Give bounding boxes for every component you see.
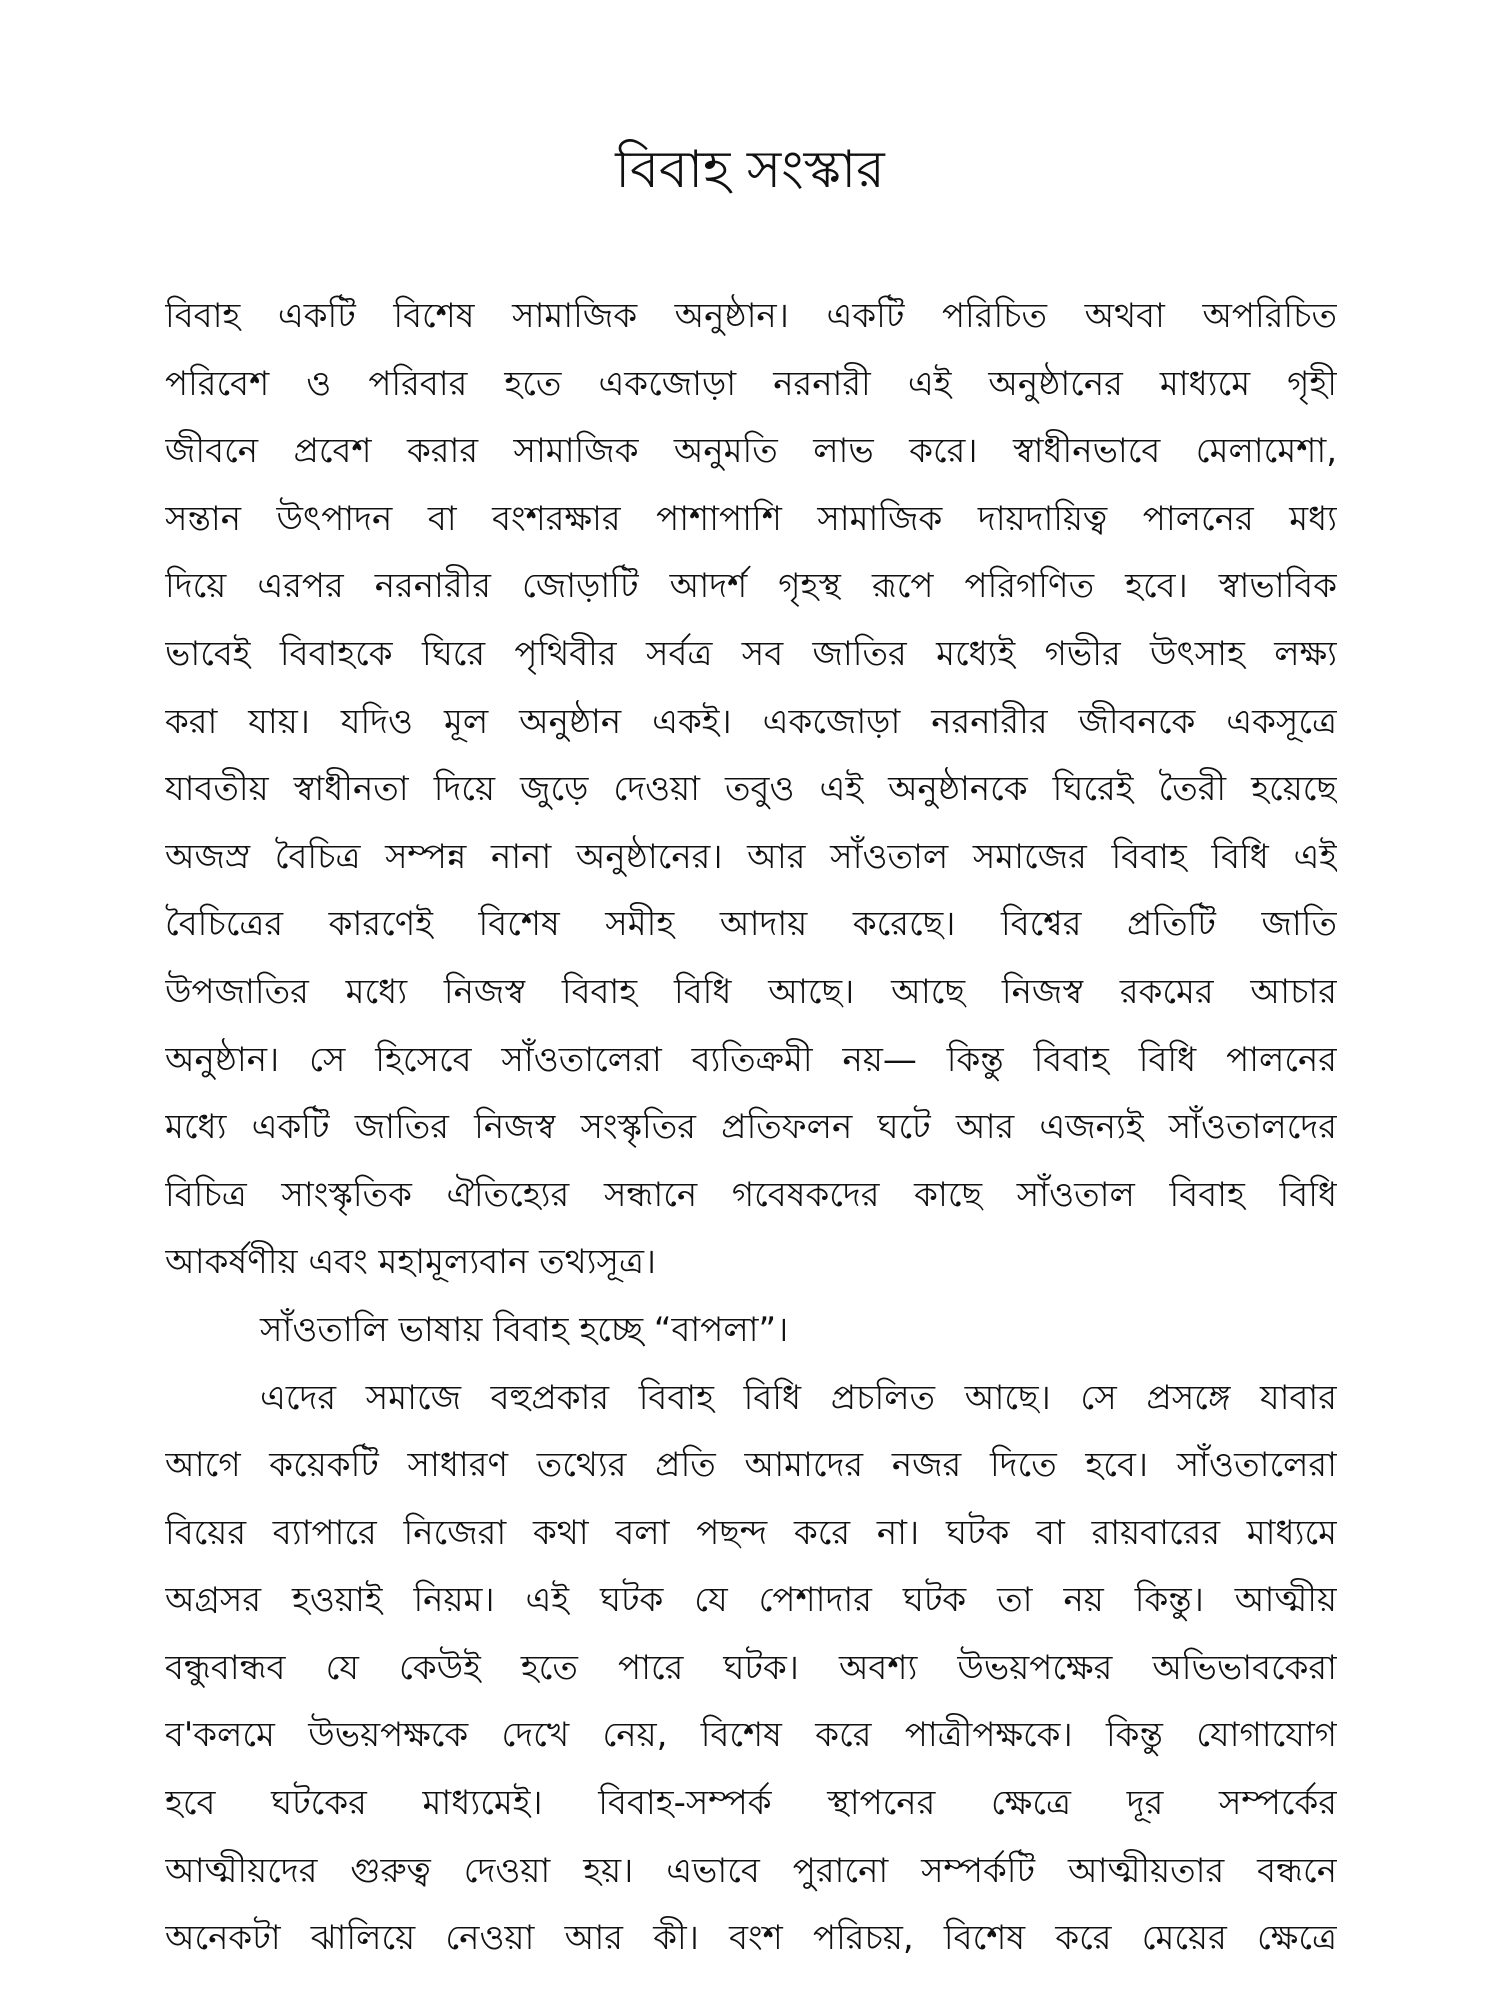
text-line: উপজাতির মধ্যে নিজস্ব বিবাহ বিধি আছে। আছে নিজস্ব রকমের আচার (165, 971, 1337, 1012)
text-line: ভাবেই বিবাহকে ঘিরে পৃথিবীর সর্বত্র সব জাতির মধ্যেই গভীর উৎসাহ লক্ষ্য (165, 633, 1337, 674)
text-line: বিবাহ একটি বিশেষ সামাজিক অনুষ্ঠান। একটি পরিচিত অথবা অপরিচিত (165, 296, 1337, 336)
text-line: করা যায়। যদিও মূল অনুষ্ঠান একই। একজোড়া নরনারীর জীবনকে একসূত্রে (165, 701, 1337, 742)
body-text (165, 283, 1337, 1973)
text-line: অজস্র বৈচিত্র সম্পন্ন নানা অনুষ্ঠানের। আর সাঁওতাল সমাজের বিবাহ বিধি এই (165, 836, 1337, 877)
text-line: আকর্ষণীয় এবং মহামূল্যবান তথ্যসূত্র। (165, 1242, 657, 1283)
text-line: সন্তান উৎপাদন বা বংশরক্ষার পাশাপাশি সামাজিক দায়দায়িত্ব পালনের মধ্য (165, 498, 1337, 539)
text-line: অনেকটা ঝালিয়ে নেওয়া আর কী। বংশ পরিচয়, বিশেষ করে মেয়ের ক্ষেত্রে (165, 1918, 1337, 1959)
text-line: পরিবেশ ও পরিবার হতে একজোড়া নরনারী এই অনুষ্ঠানের মাধ্যমে গৃহী (165, 363, 1337, 404)
page-title: বিবাহ সংস্কার (615, 140, 885, 200)
text-line: আগে কয়েকটি সাধারণ তথ্যের প্রতি আমাদের নজর দিতে হবে। সাঁওতালেরা (165, 1445, 1337, 1486)
text-line: জীবনে প্রবেশ করার সামাজিক অনুমতি লাভ করে। স্বাধীনভাবে মেলামেশা, (165, 431, 1337, 472)
text-line: ব'কলমে উভয়পক্ষকে দেখে নেয়, বিশেষ করে পাত্রীপক্ষকে। কিন্তু যোগাযোগ (165, 1715, 1337, 1756)
text-line: দিয়ে এরপর নরনারীর জোড়াটি আদর্শ গৃহস্থ রূপে পরিগণিত হবে। স্বাভাবিক (165, 566, 1337, 607)
text-line: বিয়ের ব্যাপারে নিজেরা কথা বলা পছন্দ করে না। ঘটক বা রায়বারের মাধ্যমে (165, 1512, 1337, 1553)
text-line: অগ্রসর হওয়াই নিয়ম। এই ঘটক যে পেশাদার ঘটক তা নয় কিন্তু। আত্মীয় (165, 1580, 1337, 1621)
text-line: অনুষ্ঠান। সে হিসেবে সাঁওতালেরা ব্যতিক্রমী নয়— কিন্তু বিবাহ বিধি পালনের (165, 1039, 1337, 1080)
text-line: হবে ঘটকের মাধ্যমেই। বিবাহ-সম্পর্ক স্থাপনের ক্ষেত্রে দূর সম্পর্কের (165, 1783, 1337, 1824)
text-line: আত্মীয়দের গুরুত্ব দেওয়া হয়। এভাবে পুরানো সম্পর্কটি আত্মীয়তার বন্ধনে (165, 1850, 1337, 1891)
text-line: বন্ধুবান্ধব যে কেউই হতে পারে ঘটক। অবশ্য উভয়পক্ষের অভিভাবকেরা (165, 1647, 1337, 1688)
text-line: মধ্যে একটি জাতির নিজস্ব সংস্কৃতির প্রতিফলন ঘটে আর এজন্যই সাঁওতালদের (165, 1107, 1337, 1148)
text-line: এদের সমাজে বহুপ্রকার বিবাহ বিধি প্রচলিত আছে। সে প্রসঙ্গে যাবার (260, 1377, 1337, 1418)
text-line: সাঁওতালি ভাষায় বিবাহ হচ্ছে “বাপলা”। (260, 1309, 789, 1350)
text-line: যাবতীয় স্বাধীনতা দিয়ে জুড়ে দেওয়া তবুও এই অনুষ্ঠানকে ঘিরেই তৈরী হয়েছে (165, 769, 1337, 810)
text-line: বৈচিত্রের কারণেই বিশেষ সমীহ আদায় করেছে। বিশ্বের প্রতিটি জাতি (165, 904, 1337, 945)
text-line: বিচিত্র সাংস্কৃতিক ঐতিহ্যের সন্ধানে গবেষকদের কাছে সাঁওতাল বিবাহ বিধি (165, 1174, 1337, 1215)
